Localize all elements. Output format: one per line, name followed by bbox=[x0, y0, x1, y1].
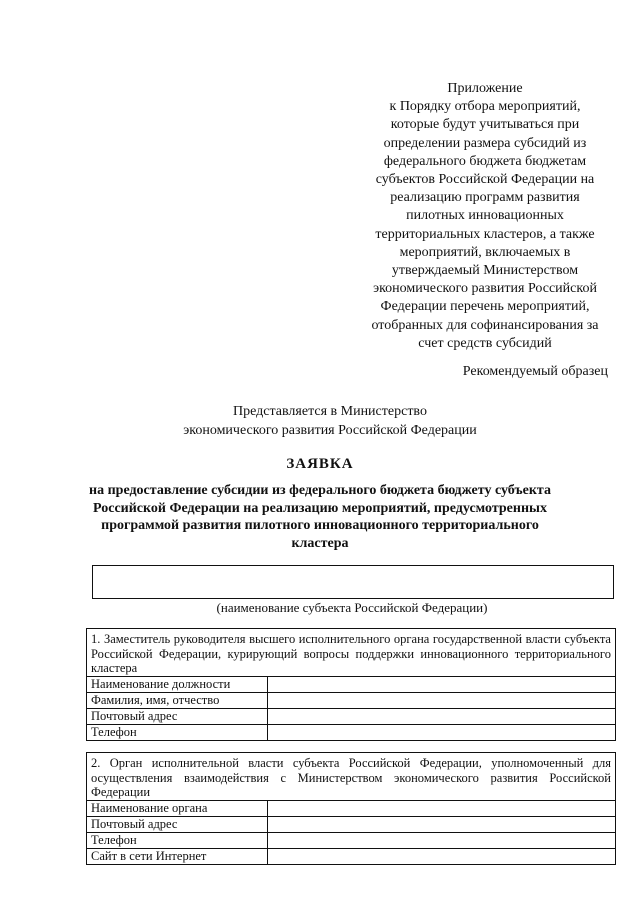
appendix-line: пилотных инновационных bbox=[406, 208, 564, 224]
field-label: Фамилия, имя, отчество bbox=[87, 692, 268, 708]
subject-name-caption: (наименование субъекта Российской Федерации) bbox=[216, 600, 488, 615]
appendix-line: федерального бюджета бюджетам bbox=[383, 153, 587, 169]
appendix-block bbox=[360, 80, 610, 353]
appendix-title: Приложение bbox=[447, 81, 523, 96]
field-label: Наименование должности bbox=[87, 676, 268, 692]
section-1-table bbox=[86, 628, 616, 741]
appendix-line: определении размера субсидий из bbox=[383, 135, 587, 151]
field-label: Почтовый адрес bbox=[87, 816, 268, 832]
field-value[interactable] bbox=[268, 816, 616, 832]
table-row bbox=[87, 724, 616, 740]
appendix-line: территориальных кластеров, а также bbox=[375, 226, 595, 242]
table-row bbox=[87, 832, 616, 848]
appendix-line: Федерации перечень мероприятий, bbox=[380, 299, 590, 315]
appendix-line: отобранных для софинансирования за bbox=[371, 317, 599, 333]
appendix-line: субъектов Российской Федерации на bbox=[375, 172, 595, 188]
appendix-line: утверждаемый Министерством bbox=[391, 263, 579, 279]
appendix-line: экономического развития Российской bbox=[373, 281, 597, 297]
table-row bbox=[87, 676, 616, 692]
table-row bbox=[87, 708, 616, 724]
table-row bbox=[87, 848, 616, 864]
field-label: Сайт в сети Интернет bbox=[87, 848, 268, 864]
appendix-line: счет средств субсидий bbox=[418, 335, 552, 351]
document-subtitle: на предоставление субсидии из федерального бюджета бюджету субъекта Российской Федерации на реализацию мероприятий, предусмотренных программой развития пилотного инновационного территориального кластера bbox=[89, 483, 551, 551]
table-row bbox=[87, 692, 616, 708]
field-label: Телефон bbox=[87, 832, 268, 848]
field-value[interactable] bbox=[268, 800, 616, 816]
appendix-line: которые будут учитываться при bbox=[390, 117, 580, 133]
field-label: Наименование органа bbox=[87, 800, 268, 816]
presented-line-2: экономического развития Российской Федерации bbox=[183, 423, 477, 438]
field-label: Телефон bbox=[87, 724, 268, 740]
section-2-table bbox=[86, 752, 616, 865]
section-1-header: 1. Заместитель руководителя высшего исполнительного органа государственной власти субъекта Российской Федерации, курирующий вопросы поддержки инновационного территориального кластера bbox=[87, 629, 616, 677]
subject-name-field[interactable] bbox=[92, 565, 614, 599]
field-value[interactable] bbox=[268, 676, 616, 692]
presented-to bbox=[180, 402, 480, 440]
section-2-header: 2. Орган исполнительной власти субъекта Российской Федерации, уполномоченный для осуществления взаимодействия с Министерством экономического развития Российской Федерации bbox=[87, 753, 616, 801]
field-value[interactable] bbox=[268, 692, 616, 708]
field-value[interactable] bbox=[268, 848, 616, 864]
presented-line-1: Представляется в Министерство bbox=[233, 404, 427, 419]
appendix-line: к Порядку отбора мероприятий, bbox=[389, 99, 581, 115]
appendix-line: реализацию программ развития bbox=[390, 190, 580, 206]
field-label: Почтовый адрес bbox=[87, 708, 268, 724]
table-row bbox=[87, 816, 616, 832]
table-row bbox=[87, 800, 616, 816]
document-heading: ЗАЯВКА bbox=[286, 456, 354, 472]
field-value[interactable] bbox=[268, 708, 616, 724]
field-value[interactable] bbox=[268, 724, 616, 740]
appendix-line: мероприятий, включаемых в bbox=[399, 244, 571, 260]
field-value[interactable] bbox=[268, 832, 616, 848]
recommended-sample-label: Рекомендуемый образец bbox=[462, 364, 608, 379]
